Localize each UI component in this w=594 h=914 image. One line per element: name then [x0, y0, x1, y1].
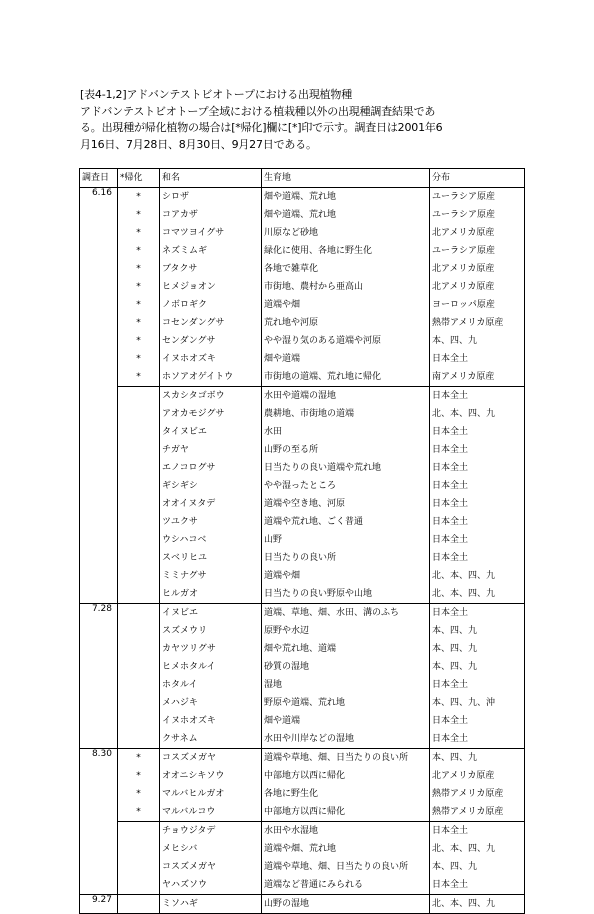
distribution: ヨーロッパ原産 [430, 296, 525, 314]
habitat: 水田や川岸などの湿地 [262, 730, 430, 749]
species-name: チガヤ [160, 441, 262, 459]
table-row [80, 567, 525, 585]
intro-line: 月16日、7月28日、8月30日、9月27日である。 [80, 137, 317, 151]
species-name: メハジキ [160, 694, 262, 712]
table-row [80, 314, 525, 332]
habitat: 山野の至る所 [262, 441, 430, 459]
naturalized-mark: * [118, 278, 160, 296]
habitat: 日当たりの良い所 [262, 549, 430, 567]
distribution: 北、本、四、九 [430, 585, 525, 604]
distribution: 日本全土 [430, 387, 525, 406]
naturalized-mark [118, 387, 160, 406]
habitat: 道端、草地、畑、水田、溝のふち [262, 604, 430, 623]
naturalized-mark: * [118, 350, 160, 368]
species-name: ウシハコベ [160, 531, 262, 549]
distribution: 本、四、九 [430, 622, 525, 640]
naturalized-mark [118, 405, 160, 423]
distribution: 北、本、四、九 [430, 895, 525, 914]
distribution: 本、四、九、沖 [430, 694, 525, 712]
distribution: 本、四、九 [430, 332, 525, 350]
species-name: コスズメガヤ [160, 749, 262, 768]
survey-date: 7.28 [80, 604, 118, 749]
naturalized-mark: * [118, 188, 160, 207]
table-row [80, 260, 525, 278]
table-row [80, 242, 525, 260]
habitat: 野原や道端、荒れ地 [262, 694, 430, 712]
habitat: 道端や畑 [262, 296, 430, 314]
table-row [80, 694, 525, 712]
table-row [80, 368, 525, 387]
distribution: 日本全土 [430, 513, 525, 531]
species-name: ヤハズソウ [160, 876, 262, 895]
survey-date: 9.27 [80, 895, 118, 914]
species-name: コスズメガヤ [160, 858, 262, 876]
distribution: 本、四、九 [430, 749, 525, 768]
habitat: 農耕地、市街地の道端 [262, 405, 430, 423]
species-name: スカシタゴボウ [160, 387, 262, 406]
table-row [80, 459, 525, 477]
table-row [80, 206, 525, 224]
species-name: メヒシバ [160, 840, 262, 858]
species-name: ヒルガオ [160, 585, 262, 604]
naturalized-mark [118, 658, 160, 676]
naturalized-mark [118, 459, 160, 477]
table-row [80, 531, 525, 549]
distribution: 日本全土 [430, 712, 525, 730]
naturalized-mark [118, 694, 160, 712]
species-name: ホソアオゲイトウ [160, 368, 262, 387]
habitat: 道端や畑 [262, 567, 430, 585]
naturalized-mark [118, 423, 160, 441]
species-name: ミミナグサ [160, 567, 262, 585]
distribution: ユーラシア原産 [430, 188, 525, 207]
habitat: 道端や空き地、河原 [262, 495, 430, 513]
header-naturalized: *帰化 [118, 169, 160, 188]
table-row [80, 441, 525, 459]
table-row [80, 640, 525, 658]
species-table [79, 168, 525, 914]
distribution: 日本全土 [430, 822, 525, 841]
distribution: 日本全土 [430, 350, 525, 368]
table-row [80, 387, 525, 406]
habitat: 市街地、農村から亜高山 [262, 278, 430, 296]
species-name: マルバルコウ [160, 803, 262, 822]
habitat: 日当たりの良い野原や山地 [262, 585, 430, 604]
naturalized-mark [118, 567, 160, 585]
naturalized-mark [118, 477, 160, 495]
distribution: 熱帯アメリカ原産 [430, 314, 525, 332]
species-name: イヌホオズキ [160, 350, 262, 368]
naturalized-mark [118, 549, 160, 567]
naturalized-mark: * [118, 368, 160, 387]
species-name: カヤツリグサ [160, 640, 262, 658]
habitat: 道端や草地、畑、日当たりの良い所 [262, 858, 430, 876]
habitat: やや湿ったところ [262, 477, 430, 495]
table-row [80, 604, 525, 623]
table-row [80, 876, 525, 895]
distribution: 本、四、九 [430, 858, 525, 876]
table-row [80, 767, 525, 785]
habitat: 緑化に使用、各地に野生化 [262, 242, 430, 260]
naturalized-mark [118, 876, 160, 895]
habitat: 各地で雑草化 [262, 260, 430, 278]
habitat: 山野 [262, 531, 430, 549]
table-row [80, 585, 525, 604]
table-row [80, 858, 525, 876]
species-name: センダングサ [160, 332, 262, 350]
distribution: 北アメリカ原産 [430, 767, 525, 785]
naturalized-mark [118, 712, 160, 730]
naturalized-mark: * [118, 242, 160, 260]
naturalized-mark [118, 895, 160, 914]
species-name: コマツヨイグサ [160, 224, 262, 242]
habitat: 川原など砂地 [262, 224, 430, 242]
distribution: 北、本、四、九 [430, 405, 525, 423]
header-date: 調査日 [80, 169, 118, 188]
table-row [80, 676, 525, 694]
table-row [80, 423, 525, 441]
habitat: 道端や畑、荒れ地 [262, 840, 430, 858]
species-name: シロザ [160, 188, 262, 207]
species-name: ネズミムギ [160, 242, 262, 260]
table-row [80, 332, 525, 350]
habitat: 畑や荒れ地、道端 [262, 640, 430, 658]
intro-line: る。出現種が帰化植物の場合は[*帰化]欄に[*]印で示す。調査日は2001年6 [80, 121, 443, 134]
table-row [80, 785, 525, 803]
table-caption: [表4-1,2]アドバンテストビオトープにおける出現植物種 [80, 88, 353, 101]
table-row [80, 840, 525, 858]
habitat: 畑や道端、荒れ地 [262, 188, 430, 207]
species-name: ヒメホタルイ [160, 658, 262, 676]
naturalized-mark [118, 531, 160, 549]
habitat: 原野や水辺 [262, 622, 430, 640]
distribution: 北アメリカ原産 [430, 224, 525, 242]
habitat: 砂質の湿地 [262, 658, 430, 676]
naturalized-mark: * [118, 296, 160, 314]
table-row [80, 549, 525, 567]
distribution: 本、四、九 [430, 658, 525, 676]
habitat: 湿地 [262, 676, 430, 694]
habitat: 道端や草地、畑、日当たりの良い所 [262, 749, 430, 768]
table-row [80, 749, 525, 768]
table-header-row [80, 169, 525, 188]
table-row [80, 224, 525, 242]
naturalized-mark [118, 730, 160, 749]
habitat: やや湿り気のある道端や河原 [262, 332, 430, 350]
distribution: 日本全土 [430, 531, 525, 549]
distribution: 日本全土 [430, 441, 525, 459]
table-row [80, 513, 525, 531]
distribution: 南アメリカ原産 [430, 368, 525, 387]
naturalized-mark [118, 822, 160, 841]
distribution: 日本全土 [430, 477, 525, 495]
distribution: 熱帯アメリカ原産 [430, 803, 525, 822]
table-row [80, 803, 525, 822]
intro-line: アドバンテストビオトープ全域における植栽種以外の出現種調査結果であ [80, 104, 436, 118]
habitat: 水田や道端の湿地 [262, 387, 430, 406]
table-row [80, 405, 525, 423]
habitat: 畑や道端 [262, 712, 430, 730]
habitat: 市街地の道端、荒れ地に帰化 [262, 368, 430, 387]
table-row [80, 188, 525, 207]
species-name: エノコログサ [160, 459, 262, 477]
habitat: 山野の湿地 [262, 895, 430, 914]
naturalized-mark: * [118, 785, 160, 803]
naturalized-mark: * [118, 314, 160, 332]
distribution: 本、四、九 [430, 640, 525, 658]
table-row [80, 622, 525, 640]
distribution: 日本全土 [430, 730, 525, 749]
species-name: コアカザ [160, 206, 262, 224]
naturalized-mark [118, 858, 160, 876]
header-habitat: 生育地 [262, 169, 430, 188]
species-name: マルバヒルガオ [160, 785, 262, 803]
distribution: 日本全土 [430, 604, 525, 623]
habitat: 荒れ地や河原 [262, 314, 430, 332]
table-row [80, 712, 525, 730]
habitat: 中部地方以西に帰化 [262, 803, 430, 822]
naturalized-mark: * [118, 260, 160, 278]
species-name: スズメウリ [160, 622, 262, 640]
distribution: 日本全土 [430, 495, 525, 513]
table-row [80, 730, 525, 749]
table-row [80, 822, 525, 841]
distribution: 北アメリカ原産 [430, 260, 525, 278]
distribution: 熱帯アメリカ原産 [430, 785, 525, 803]
habitat: 各地に野生化 [262, 785, 430, 803]
species-name: ノボロギク [160, 296, 262, 314]
table-row [80, 477, 525, 495]
distribution: ユーラシア原産 [430, 206, 525, 224]
habitat: 道端や荒れ地、ごく普通 [262, 513, 430, 531]
naturalized-mark [118, 622, 160, 640]
naturalized-mark [118, 604, 160, 623]
species-name: ブタクサ [160, 260, 262, 278]
naturalized-mark [118, 676, 160, 694]
distribution: 北アメリカ原産 [430, 278, 525, 296]
naturalized-mark: * [118, 749, 160, 768]
distribution: ユーラシア原産 [430, 242, 525, 260]
species-name: オオニシキソウ [160, 767, 262, 785]
species-name: ヒメジョオン [160, 278, 262, 296]
species-name: スベリヒユ [160, 549, 262, 567]
naturalized-mark: * [118, 224, 160, 242]
species-name: アオカモジグサ [160, 405, 262, 423]
table-row [80, 895, 525, 914]
species-name: チョウジタデ [160, 822, 262, 841]
distribution: 日本全土 [430, 549, 525, 567]
survey-date: 6.16 [80, 188, 118, 604]
intro-text [80, 87, 520, 153]
table-row [80, 658, 525, 676]
naturalized-mark: * [118, 803, 160, 822]
habitat: 水田や水湿地 [262, 822, 430, 841]
distribution: 北、本、四、九 [430, 840, 525, 858]
habitat: 畑や道端 [262, 350, 430, 368]
survey-date: 8.30 [80, 749, 118, 895]
habitat: 水田 [262, 423, 430, 441]
distribution: 日本全土 [430, 676, 525, 694]
species-name: イヌホオズキ [160, 712, 262, 730]
distribution: 日本全土 [430, 876, 525, 895]
header-distribution: 分布 [430, 169, 525, 188]
species-name: タイヌビエ [160, 423, 262, 441]
distribution: 日本全土 [430, 423, 525, 441]
table-row [80, 278, 525, 296]
naturalized-mark: * [118, 767, 160, 785]
habitat: 日当たりの良い道端や荒れ地 [262, 459, 430, 477]
species-name: イヌビエ [160, 604, 262, 623]
species-name: オオイヌタデ [160, 495, 262, 513]
naturalized-mark [118, 640, 160, 658]
naturalized-mark [118, 513, 160, 531]
species-name: コセンダングサ [160, 314, 262, 332]
naturalized-mark: * [118, 332, 160, 350]
naturalized-mark: * [118, 206, 160, 224]
species-name: ツユクサ [160, 513, 262, 531]
naturalized-mark [118, 495, 160, 513]
table-row [80, 495, 525, 513]
naturalized-mark [118, 585, 160, 604]
naturalized-mark [118, 441, 160, 459]
species-name: ギシギシ [160, 477, 262, 495]
species-name: ミソハギ [160, 895, 262, 914]
table-row [80, 350, 525, 368]
habitat: 道端など普通にみられる [262, 876, 430, 895]
naturalized-mark [118, 840, 160, 858]
habitat: 畑や道端、荒れ地 [262, 206, 430, 224]
distribution: 北、本、四、九 [430, 567, 525, 585]
header-name: 和名 [160, 169, 262, 188]
table-row [80, 296, 525, 314]
habitat: 中部地方以西に帰化 [262, 767, 430, 785]
species-name: クサネム [160, 730, 262, 749]
distribution: 日本全土 [430, 459, 525, 477]
species-name: ホタルイ [160, 676, 262, 694]
